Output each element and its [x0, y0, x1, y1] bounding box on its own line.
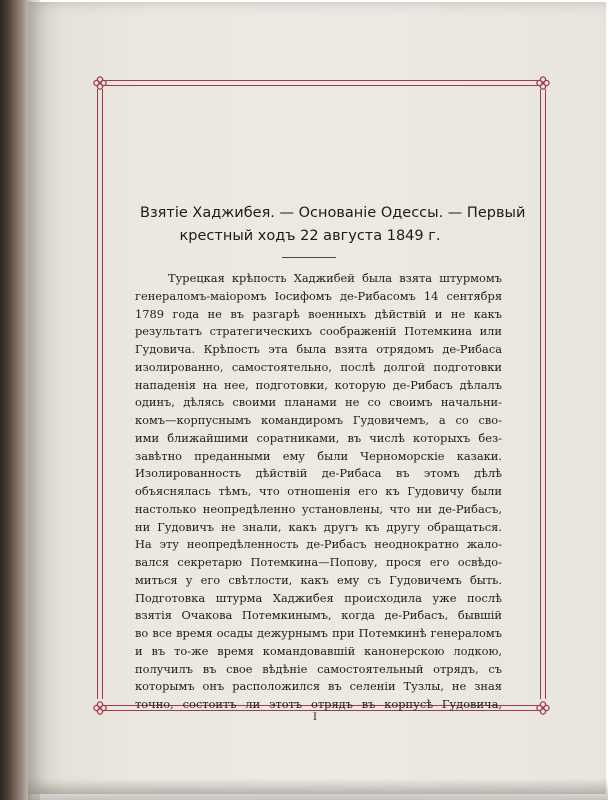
text-line: результатъ стратегическихъ соображеній Потемкина или — [135, 324, 502, 339]
text-line: объяснялась тѣмъ, что отношенія его къ Гудовичу были — [135, 484, 502, 498]
text-line: комъ—корпуснымъ командиромъ Гудовичемъ, а со сво- — [135, 413, 502, 427]
text-line: Изолированность дѣйствій де-Рибаса въ этомъ дѣлѣ — [135, 466, 502, 481]
text-line: миться у его свѣтлости, какъ ему съ Гудовичемъ быть. — [135, 572, 502, 587]
frame-top-outer-line — [104, 80, 538, 81]
corner-ornament-icon — [535, 700, 551, 716]
text-line: одинъ, дѣлясь своими планами не со своимъ начальни- — [135, 395, 502, 410]
frame-left-inner-line — [102, 89, 103, 699]
text-line: во все время осады дежурнымъ при Потемкинѣ генераломъ — [135, 626, 502, 640]
heading-divider — [282, 257, 336, 258]
text-line: ими ближайшими соратниками, въ числѣ которыхъ без- — [135, 430, 502, 445]
text-line: Турецкая крѣпость Хаджибей была взята штурмомъ — [168, 271, 502, 285]
heading-line-1: Взятіе Хаджибея. — Основаніе Одессы. — Первый — [140, 205, 526, 221]
text-line: генераломъ-маіоромъ Іосифомъ де-Рибасомъ 14 сентября — [135, 288, 502, 303]
corner-ornament-icon — [92, 75, 108, 91]
corner-ornament-icon — [92, 700, 108, 716]
page-shadow — [28, 778, 608, 800]
frame-right-outer-line — [545, 89, 546, 699]
text-line: Гудовича. Крѣпость эта была взята отрядомъ де-Рибаса — [135, 342, 502, 356]
heading-line-2: крестный ходъ 22 августа 1849 г. — [179, 228, 441, 244]
chapter-heading — [140, 202, 526, 248]
corner-ornament-icon — [535, 75, 551, 91]
text-line: 1789 года не въ разгарѣ военныхъ дѣйствій и не какъ — [135, 306, 502, 321]
page-number: I — [313, 712, 317, 723]
frame-top-inner-line — [104, 85, 538, 86]
text-line: вался секретарю Потемкина—Попову, прося его освѣдо- — [135, 555, 502, 569]
text-line: ни Гудовичъ не знали, какъ другъ къ другу обращаться. — [135, 519, 502, 534]
text-line: которымъ онъ расположился въ селеніи Тузлы, не зная — [135, 679, 502, 694]
frame-left-outer-line — [97, 89, 98, 699]
frame-right-inner-line — [540, 89, 541, 699]
text-line: нападенія на нее, подготовки, которую де-Рибасъ дѣлалъ — [135, 377, 502, 392]
text-line: получилъ въ свое вѣдѣніе самостоятельный отрядъ, съ — [135, 661, 502, 676]
text-line: и въ то-же время командовавшій канонерскою лодкою, — [135, 643, 502, 658]
text-line: взятія Очакова Потемкинымъ, когда де-Рибасъ, бывшій — [135, 608, 502, 623]
text-line: настолько неопредѣленно установлены, что ни де-Рибасъ, — [135, 501, 502, 516]
body-paragraph — [135, 270, 502, 714]
text-line: На эту неопредѣленность де-Рибасъ неоднократно жало- — [135, 537, 502, 552]
text-line: Подготовка штурма Хаджибея происходила уже послѣ — [135, 590, 502, 605]
text-line: завѣтно преданными ему были Черноморскіе казаки. — [135, 448, 502, 463]
text-line: изолированно, самостоятельно, послѣ долгой подготовки — [135, 359, 502, 374]
text-line: точно, состоитъ ли этотъ отрядъ въ корпусѣ Гудовича, — [135, 697, 502, 711]
